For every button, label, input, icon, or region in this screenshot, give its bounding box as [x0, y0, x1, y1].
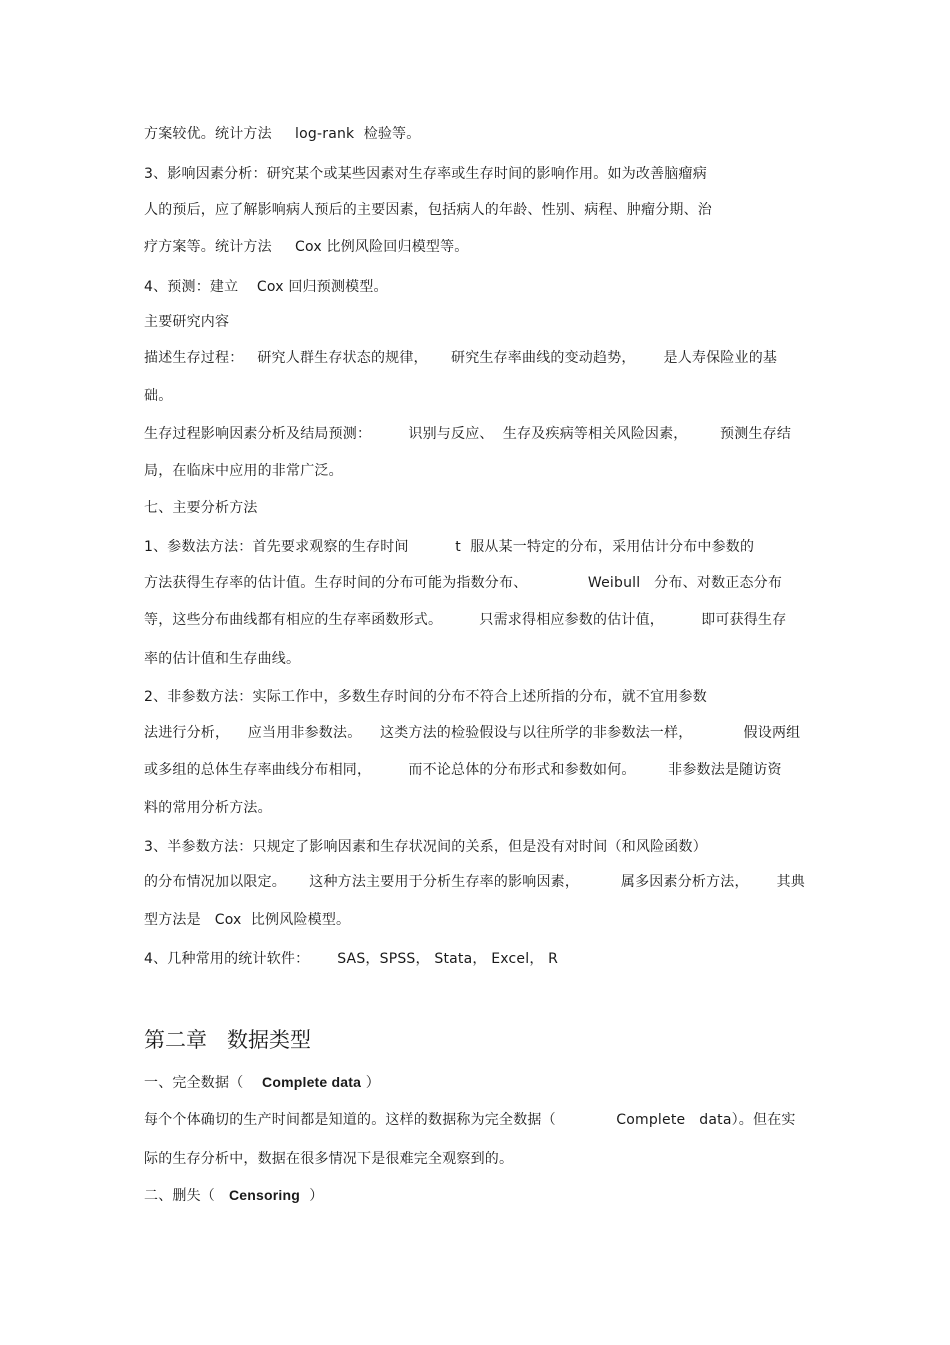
section-heading-english: Censoring: [228, 1187, 300, 1203]
text-line: 3、半参数方法：只规定了影响因素和生存状况间的关系，但是没有对时间（和风险函数）: [144, 839, 707, 855]
section-heading-prefix: 一、完全数据（: [144, 1075, 263, 1091]
section-heading-suffix: ）: [299, 1188, 324, 1204]
paragraph-line: 每个个体确切的生产时间都是知道的。这样的数据称为完全数据（ Complete data）。但在实: [144, 1112, 796, 1128]
text-line: 2、非参数方法：实际工作中，多数生存时间的分布不符合上述所指的分布，就不宜用参数: [144, 689, 707, 705]
text-line: 描述生存过程： 研究人群生存状态的规律， 研究生存率曲线的变动趋势， 是人寿保险业的基: [144, 350, 778, 366]
text-line: 生存过程影响因素分析及结局预测： 识别与反应、 生存及疾病等相关风险因素， 预测生存结: [144, 426, 792, 442]
text-line: 率的估计值和生存曲线。: [144, 651, 301, 667]
section-heading-prefix: 二、删失（: [144, 1188, 229, 1204]
text-line: 方法获得生存率的估计值。生存时间的分布可能为指数分布、 Weibull 分布、对数正态分布: [144, 575, 783, 591]
text-line: 型方法是 Cox 比例风险模型。: [144, 912, 351, 928]
text-line: 的分布情况加以限定。 这种方法主要用于分析生存率的影响因素， 属多因素分析方法， 其典: [144, 874, 806, 890]
chapter-title: 第二章 数据类型: [144, 1028, 312, 1052]
text-line: 七、主要分析方法: [144, 500, 258, 516]
section-heading-english: Complete data: [262, 1074, 362, 1090]
section-heading-complete-data: [144, 1072, 380, 1093]
text-line: 1、参数法方法：首先要求观察的生存时间 t 服从某一特定的分布，采用估计分布中参数的: [144, 539, 755, 555]
text-line: 础。: [144, 388, 173, 404]
paragraph-line: 际的生存分析中，数据在很多情况下是很难完全观察到的。: [144, 1151, 514, 1167]
section-heading-suffix: ）: [361, 1075, 380, 1091]
text-line: 法进行分析， 应当用非参数法。 这类方法的检验假设与以往所学的非参数法一样， 假设两组: [144, 725, 801, 741]
text-line: 疗方案等。统计方法 Cox 比例风险回归模型等。: [144, 239, 469, 255]
text-line: 4、预测：建立 Cox 回归预测模型。: [144, 279, 388, 295]
text-line: 人的预后，应了解影响病人预后的主要因素，包括病人的年龄、性别、病程、肿瘤分期、治: [144, 202, 712, 218]
text-line: 3、影响因素分析：研究某个或某些因素对生存率或生存时间的影响作用。如为改善脑瘤病: [144, 166, 707, 182]
text-line: 4、几种常用的统计软件： SAS，SPSS， Stata， Excel， R: [144, 951, 559, 967]
text-line: 或多组的总体生存率曲线分布相同， 而不论总体的分布形式和参数如何。 非参数法是随访资: [144, 762, 782, 778]
text-line: 局，在临床中应用的非常广泛。: [144, 463, 343, 479]
text-line: 料的常用分析方法。: [144, 800, 272, 816]
text-line: 等，这些分布曲线都有相应的生存率函数形式。 只需求得相应参数的估计值， 即可获得生存: [144, 612, 787, 628]
section-heading-censoring: [144, 1185, 324, 1206]
text-line: 方案较优。统计方法 log-rank 检验等。: [144, 126, 421, 142]
text-line: 主要研究内容: [144, 314, 230, 330]
